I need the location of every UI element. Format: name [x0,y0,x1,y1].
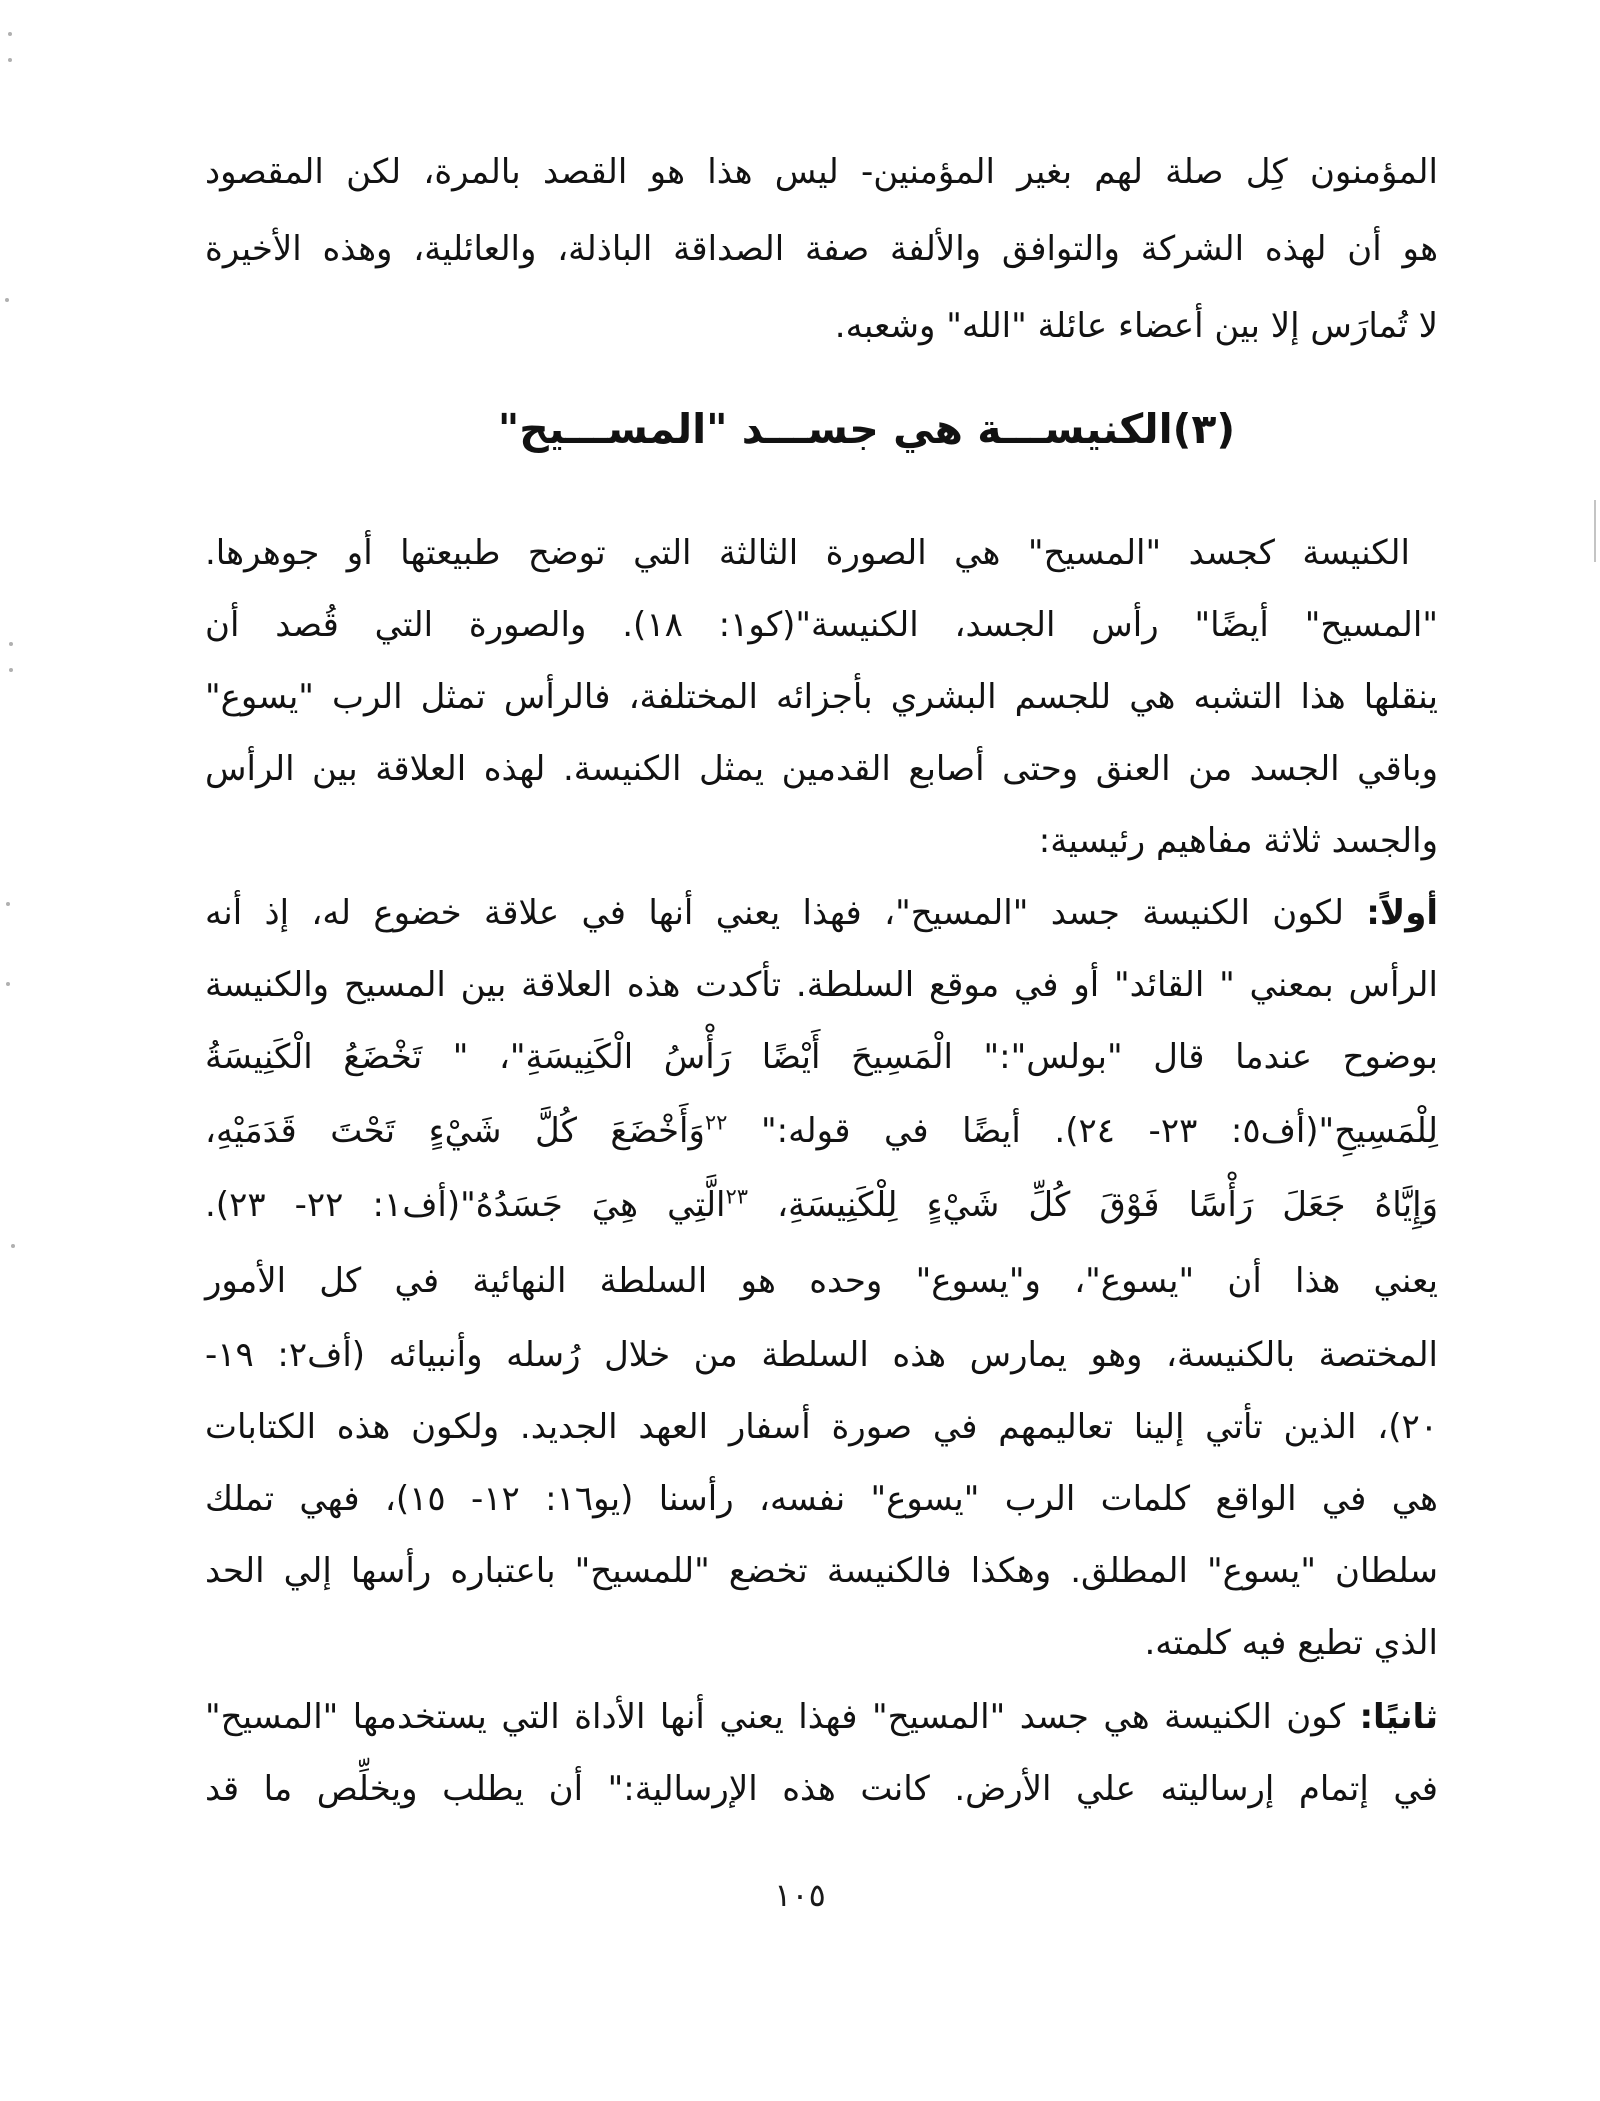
text-line [205,1168,1438,1250]
scan-artifact [9,668,13,672]
scan-artifact [5,298,9,302]
text-line: يعني هذا أن "يسوع"، و"يسوع" وحده هو السلطة النهائية في كل الأمور [205,1261,1438,1301]
line-text: الَّتِي هِيَ جَسَدُهُ"(أف١: ٢٢- ٢٣). [205,1185,726,1225]
text-line: "المسيح" أيضًا" رأس الجسد، الكنيسة"(كو١: ١٨). والصورة التي قُصد أن [205,605,1438,645]
line-text: وَإِيَّاهُ جَعَلَ رَأْسًا فَوْقَ كُلِّ شَيْءٍ لِلْكَنِيسَةِ، [748,1185,1438,1225]
text-line: ٢٠)، الذين تأتي إلينا تعاليمهم في صورة أسفار العهد الجديد. ولكون هذه الكتابات [205,1407,1438,1447]
text-line: وباقي الجسد من العنق وحتى أصابع القدمين يمثل الكنيسة. لهذه العلاقة بين الرأس [205,749,1438,789]
text-line [205,1680,1438,1762]
text-line: الذي تطيع فيه كلمته. [1144,1623,1438,1663]
text-line: والجسد ثلاثة مفاهيم رئيسية: [1038,821,1438,861]
verse-number: ٢٣ [725,1184,749,1209]
text-line: المؤمنون كِل صلة لهم بغير المؤمنين- ليس هذا هو القصد بالمرة، لكن المقصود [205,152,1438,192]
text-line [205,1094,1438,1176]
text-line: ينقلها هذا التشبه هي للجسم البشري بأجزائه المختلفة، فالرأس تمثل الرب "يسوع" [205,677,1438,717]
scan-artifact [6,902,10,906]
scan-artifact [6,982,10,986]
verse-number: ٢٢ [704,1110,728,1135]
lead-word-first: أولاً: [1366,893,1438,933]
text-line: هو أن لهذه الشركة والتوافق والألفة صفة الصداقة الباذلة، والعائلية، وهذه الأخيرة [205,229,1438,269]
text-line: في إتمام إرساليته علي الأرض. كانت هذه الإرسالية:" أن يطلب ويخلِّص ما قد [205,1769,1438,1809]
text-line: بوضوح عندما قال "بولس":" الْمَسِيحَ أَيْضًا رَأْسُ الْكَنِيسَةِ"، " تَخْضَعُ الْكَنِيسَةُ [205,1037,1438,1077]
text-line: الرأس بمعني " القائد" أو في موقع السلطة. تأكدت هذه العلاقة بين المسيح والكنيسة [205,965,1438,1005]
text-line: المختصة بالكنيسة، وهو يمارس هذه السلطة من خلال رُسله وأنبيائه (أف٢: ١٩- [205,1335,1438,1375]
line-text: كون الكنيسة هي جسد "المسيح" فهذا يعني أنها الأداة التي يستخدمها "المسيح" [205,1697,1360,1737]
line-text: لِلْمَسِيحِ"(أف٥: ٢٣- ٢٤). أيضًا في قوله:" [727,1111,1438,1151]
page-number: ١٠٥ [774,1876,826,1914]
line-text: وَأَخْضَعَ كُلَّ شَيْءٍ تَحْتَ قَدَمَيْهِ، [205,1111,705,1151]
text-line: هي في الواقع كلمات الرب "يسوع" نفسه، رأسنا (يو١٦: ١٢- ١٥)، فهي تملك [205,1479,1438,1519]
line-text: لكون الكنيسة جسد "المسيح"، فهذا يعني أنها في علاقة خضوع له، إذ أنه [205,893,1367,933]
scan-artifact [9,642,13,646]
text-block [205,0,1438,2101]
text-line [205,876,1438,958]
scan-artifact [11,1244,15,1248]
text-line: الكنيسة كجسد "المسيح" هي الصورة الثالثة التي توضح طبيعتها أو جوهرها. [205,533,1410,573]
section-heading: (٣)الكنيســـة هي جســـد "المســـيح" [497,405,1236,453]
text-line: لا تُمارَس إلا بين أعضاء عائلة "الله" وشعبه. [834,306,1438,346]
scan-artifact [1594,500,1596,562]
text-line: سلطان "يسوع" المطلق. وهكذا فالكنيسة تخضع "للمسيح" باعتباره رأسها إلي الحد [205,1551,1438,1591]
scan-artifact [8,58,12,62]
lead-word-second: ثانيًا: [1359,1697,1438,1737]
scan-artifact [8,32,12,36]
